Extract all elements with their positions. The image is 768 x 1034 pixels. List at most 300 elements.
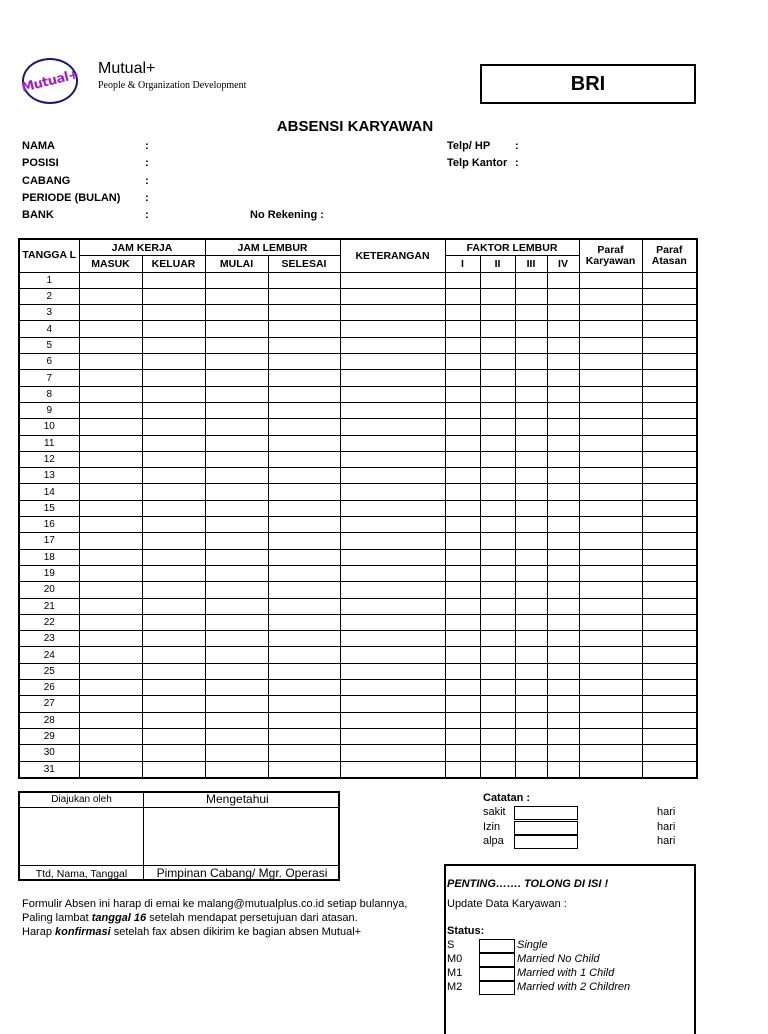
entry-cell[interactable] [79,663,142,679]
entry-cell[interactable] [515,631,547,647]
entry-cell[interactable] [515,451,547,467]
entry-cell[interactable] [445,745,480,761]
entry-cell[interactable] [480,451,515,467]
entry-cell[interactable] [340,386,445,402]
entry-cell[interactable] [142,402,205,418]
entry-cell[interactable] [340,305,445,321]
entry-cell[interactable] [547,419,579,435]
entry-cell[interactable] [268,745,340,761]
entry-cell[interactable] [642,370,697,386]
entry-cell[interactable] [445,631,480,647]
entry-cell[interactable] [268,680,340,696]
entry-cell[interactable] [268,272,340,288]
entry-cell[interactable] [445,647,480,663]
entry-cell[interactable] [579,402,642,418]
entry-cell[interactable] [340,288,445,304]
entry-cell[interactable] [480,370,515,386]
entry-cell[interactable] [579,728,642,744]
entry-cell[interactable] [480,321,515,337]
entry-cell[interactable] [79,468,142,484]
entry-cell[interactable] [579,272,642,288]
entry-cell[interactable] [579,663,642,679]
entry-cell[interactable] [142,451,205,467]
entry-cell[interactable] [515,614,547,630]
entry-cell[interactable] [445,533,480,549]
entry-cell[interactable] [579,435,642,451]
entry-cell[interactable] [340,517,445,533]
entry-cell[interactable] [579,598,642,614]
entry-cell[interactable] [268,647,340,663]
entry-cell[interactable] [205,565,268,581]
entry-cell[interactable] [515,305,547,321]
entry-cell[interactable] [642,631,697,647]
entry-cell[interactable] [340,598,445,614]
entry-cell[interactable] [547,565,579,581]
entry-cell[interactable] [79,288,142,304]
entry-cell[interactable] [579,288,642,304]
entry-cell[interactable] [268,582,340,598]
entry-cell[interactable] [268,484,340,500]
entry-cell[interactable] [480,272,515,288]
entry-cell[interactable] [205,614,268,630]
entry-cell[interactable] [268,696,340,712]
entry-cell[interactable] [205,288,268,304]
entry-cell[interactable] [445,549,480,565]
entry-cell[interactable] [579,582,642,598]
entry-cell[interactable] [642,647,697,663]
entry-cell[interactable] [79,631,142,647]
entry-cell[interactable] [480,614,515,630]
entry-cell[interactable] [205,647,268,663]
entry-cell[interactable] [547,517,579,533]
entry-cell[interactable] [79,354,142,370]
entry-cell[interactable] [142,288,205,304]
entry-cell[interactable] [515,321,547,337]
entry-cell[interactable] [142,533,205,549]
status-checkbox-m1[interactable] [479,967,515,981]
entry-cell[interactable] [268,517,340,533]
entry-cell[interactable] [268,370,340,386]
entry-cell[interactable] [205,728,268,744]
entry-cell[interactable] [205,272,268,288]
entry-cell[interactable] [515,435,547,451]
entry-cell[interactable] [547,533,579,549]
entry-cell[interactable] [340,631,445,647]
entry-cell[interactable] [642,680,697,696]
entry-cell[interactable] [142,761,205,778]
entry-cell[interactable] [642,549,697,565]
entry-cell[interactable] [547,745,579,761]
entry-cell[interactable] [480,712,515,728]
entry-cell[interactable] [142,598,205,614]
entry-cell[interactable] [340,370,445,386]
entry-cell[interactable] [547,354,579,370]
entry-cell[interactable] [579,549,642,565]
entry-cell[interactable] [340,435,445,451]
entry-cell[interactable] [515,598,547,614]
entry-cell[interactable] [579,386,642,402]
entry-cell[interactable] [142,435,205,451]
entry-cell[interactable] [340,533,445,549]
entry-cell[interactable] [142,549,205,565]
entry-cell[interactable] [445,288,480,304]
entry-cell[interactable] [340,745,445,761]
entry-cell[interactable] [547,386,579,402]
entry-cell[interactable] [480,631,515,647]
entry-cell[interactable] [579,370,642,386]
entry-cell[interactable] [142,614,205,630]
entry-cell[interactable] [445,354,480,370]
catatan-alpa-field[interactable] [514,835,578,849]
entry-cell[interactable] [205,468,268,484]
entry-cell[interactable] [340,484,445,500]
entry-cell[interactable] [205,435,268,451]
entry-cell[interactable] [79,582,142,598]
entry-cell[interactable] [205,321,268,337]
entry-cell[interactable] [205,663,268,679]
catatan-sakit-field[interactable] [514,806,578,820]
entry-cell[interactable] [579,631,642,647]
entry-cell[interactable] [79,745,142,761]
entry-cell[interactable] [268,468,340,484]
entry-cell[interactable] [515,745,547,761]
entry-cell[interactable] [515,419,547,435]
entry-cell[interactable] [268,402,340,418]
entry-cell[interactable] [547,712,579,728]
entry-cell[interactable] [142,696,205,712]
entry-cell[interactable] [340,680,445,696]
entry-cell[interactable] [480,533,515,549]
entry-cell[interactable] [480,435,515,451]
entry-cell[interactable] [445,451,480,467]
entry-cell[interactable] [79,680,142,696]
entry-cell[interactable] [480,402,515,418]
entry-cell[interactable] [340,647,445,663]
entry-cell[interactable] [547,647,579,663]
entry-cell[interactable] [547,728,579,744]
entry-cell[interactable] [445,614,480,630]
entry-cell[interactable] [142,582,205,598]
entry-cell[interactable] [205,419,268,435]
entry-cell[interactable] [79,614,142,630]
entry-cell[interactable] [480,565,515,581]
entry-cell[interactable] [205,337,268,353]
entry-cell[interactable] [579,321,642,337]
entry-cell[interactable] [547,435,579,451]
entry-cell[interactable] [547,680,579,696]
entry-cell[interactable] [445,761,480,778]
entry-cell[interactable] [579,712,642,728]
status-checkbox-m0[interactable] [479,953,515,967]
entry-cell[interactable] [515,402,547,418]
entry-cell[interactable] [445,468,480,484]
entry-cell[interactable] [445,663,480,679]
entry-cell[interactable] [268,321,340,337]
entry-cell[interactable] [340,468,445,484]
entry-cell[interactable] [445,435,480,451]
entry-cell[interactable] [579,533,642,549]
entry-cell[interactable] [515,288,547,304]
entry-cell[interactable] [480,354,515,370]
entry-cell[interactable] [515,549,547,565]
entry-cell[interactable] [547,614,579,630]
entry-cell[interactable] [642,728,697,744]
entry-cell[interactable] [445,565,480,581]
entry-cell[interactable] [515,696,547,712]
entry-cell[interactable] [642,696,697,712]
entry-cell[interactable] [642,305,697,321]
entry-cell[interactable] [79,321,142,337]
entry-cell[interactable] [445,517,480,533]
entry-cell[interactable] [205,386,268,402]
entry-cell[interactable] [445,386,480,402]
entry-cell[interactable] [480,517,515,533]
entry-cell[interactable] [547,761,579,778]
entry-cell[interactable] [445,598,480,614]
entry-cell[interactable] [579,500,642,516]
entry-cell[interactable] [268,631,340,647]
entry-cell[interactable] [445,419,480,435]
entry-cell[interactable] [79,402,142,418]
entry-cell[interactable] [268,598,340,614]
entry-cell[interactable] [205,712,268,728]
entry-cell[interactable] [642,745,697,761]
entry-cell[interactable] [515,533,547,549]
entry-cell[interactable] [480,386,515,402]
entry-cell[interactable] [445,305,480,321]
entry-cell[interactable] [268,712,340,728]
entry-cell[interactable] [340,354,445,370]
entry-cell[interactable] [268,614,340,630]
entry-cell[interactable] [515,337,547,353]
catatan-izin-field[interactable] [514,821,578,835]
entry-cell[interactable] [480,745,515,761]
entry-cell[interactable] [79,712,142,728]
entry-cell[interactable] [79,500,142,516]
entry-cell[interactable] [142,305,205,321]
entry-cell[interactable] [205,745,268,761]
entry-cell[interactable] [79,337,142,353]
entry-cell[interactable] [515,582,547,598]
entry-cell[interactable] [480,288,515,304]
entry-cell[interactable] [579,484,642,500]
entry-cell[interactable] [445,337,480,353]
entry-cell[interactable] [142,354,205,370]
entry-cell[interactable] [547,500,579,516]
entry-cell[interactable] [547,288,579,304]
entry-cell[interactable] [142,663,205,679]
entry-cell[interactable] [642,533,697,549]
entry-cell[interactable] [205,598,268,614]
entry-cell[interactable] [340,582,445,598]
entry-cell[interactable] [515,680,547,696]
entry-cell[interactable] [515,565,547,581]
entry-cell[interactable] [579,745,642,761]
entry-cell[interactable] [547,337,579,353]
entry-cell[interactable] [642,484,697,500]
entry-cell[interactable] [340,272,445,288]
entry-cell[interactable] [142,386,205,402]
entry-cell[interactable] [205,354,268,370]
entry-cell[interactable] [642,337,697,353]
entry-cell[interactable] [579,761,642,778]
entry-cell[interactable] [642,598,697,614]
entry-cell[interactable] [579,451,642,467]
entry-cell[interactable] [268,728,340,744]
entry-cell[interactable] [205,500,268,516]
entry-cell[interactable] [480,582,515,598]
entry-cell[interactable] [515,354,547,370]
entry-cell[interactable] [515,728,547,744]
entry-cell[interactable] [142,370,205,386]
entry-cell[interactable] [79,370,142,386]
entry-cell[interactable] [205,582,268,598]
entry-cell[interactable] [480,549,515,565]
entry-cell[interactable] [642,354,697,370]
entry-cell[interactable] [480,337,515,353]
entry-cell[interactable] [79,484,142,500]
entry-cell[interactable] [642,435,697,451]
entry-cell[interactable] [142,517,205,533]
entry-cell[interactable] [515,663,547,679]
entry-cell[interactable] [142,680,205,696]
entry-cell[interactable] [642,761,697,778]
entry-cell[interactable] [268,288,340,304]
entry-cell[interactable] [142,468,205,484]
entry-cell[interactable] [480,696,515,712]
entry-cell[interactable] [268,451,340,467]
entry-cell[interactable] [480,728,515,744]
entry-cell[interactable] [445,484,480,500]
entry-cell[interactable] [642,419,697,435]
entry-cell[interactable] [579,337,642,353]
entry-cell[interactable] [480,419,515,435]
entry-cell[interactable] [547,321,579,337]
entry-cell[interactable] [579,647,642,663]
entry-cell[interactable] [79,598,142,614]
entry-cell[interactable] [205,549,268,565]
entry-cell[interactable] [79,419,142,435]
entry-cell[interactable] [340,712,445,728]
entry-cell[interactable] [547,272,579,288]
entry-cell[interactable] [547,451,579,467]
entry-cell[interactable] [268,565,340,581]
entry-cell[interactable] [205,696,268,712]
entry-cell[interactable] [579,565,642,581]
entry-cell[interactable] [515,370,547,386]
entry-cell[interactable] [268,533,340,549]
entry-cell[interactable] [340,500,445,516]
entry-cell[interactable] [642,321,697,337]
entry-cell[interactable] [340,321,445,337]
entry-cell[interactable] [340,402,445,418]
entry-cell[interactable] [480,484,515,500]
entry-cell[interactable] [79,435,142,451]
entry-cell[interactable] [205,517,268,533]
entry-cell[interactable] [445,680,480,696]
entry-cell[interactable] [642,402,697,418]
entry-cell[interactable] [340,761,445,778]
entry-cell[interactable] [547,402,579,418]
entry-cell[interactable] [205,451,268,467]
entry-cell[interactable] [445,728,480,744]
entry-cell[interactable] [547,582,579,598]
entry-cell[interactable] [579,680,642,696]
entry-cell[interactable] [445,321,480,337]
entry-cell[interactable] [268,435,340,451]
entry-cell[interactable] [515,272,547,288]
entry-cell[interactable] [547,468,579,484]
entry-cell[interactable] [480,468,515,484]
entry-cell[interactable] [642,614,697,630]
entry-cell[interactable] [642,288,697,304]
entry-cell[interactable] [79,451,142,467]
entry-cell[interactable] [547,598,579,614]
entry-cell[interactable] [79,549,142,565]
entry-cell[interactable] [579,468,642,484]
entry-cell[interactable] [142,272,205,288]
entry-cell[interactable] [445,712,480,728]
entry-cell[interactable] [579,354,642,370]
entry-cell[interactable] [142,500,205,516]
entry-cell[interactable] [480,500,515,516]
entry-cell[interactable] [445,402,480,418]
entry-cell[interactable] [142,745,205,761]
entry-cell[interactable] [79,728,142,744]
entry-cell[interactable] [445,370,480,386]
entry-cell[interactable] [579,696,642,712]
entry-cell[interactable] [547,305,579,321]
entry-cell[interactable] [642,272,697,288]
entry-cell[interactable] [642,565,697,581]
entry-cell[interactable] [142,712,205,728]
entry-cell[interactable] [205,484,268,500]
entry-cell[interactable] [268,663,340,679]
entry-cell[interactable] [642,500,697,516]
entry-cell[interactable] [142,337,205,353]
entry-cell[interactable] [579,517,642,533]
entry-cell[interactable] [515,468,547,484]
entry-cell[interactable] [142,484,205,500]
entry-cell[interactable] [268,337,340,353]
entry-cell[interactable] [79,761,142,778]
entry-cell[interactable] [480,305,515,321]
entry-cell[interactable] [340,337,445,353]
entry-cell[interactable] [205,680,268,696]
entry-cell[interactable] [515,386,547,402]
entry-cell[interactable] [480,647,515,663]
entry-cell[interactable] [515,761,547,778]
entry-cell[interactable] [79,696,142,712]
entry-cell[interactable] [480,598,515,614]
entry-cell[interactable] [515,517,547,533]
entry-cell[interactable] [205,761,268,778]
entry-cell[interactable] [547,549,579,565]
entry-cell[interactable] [515,712,547,728]
entry-cell[interactable] [79,386,142,402]
entry-cell[interactable] [642,663,697,679]
entry-cell[interactable] [340,565,445,581]
entry-cell[interactable] [445,272,480,288]
entry-cell[interactable] [480,663,515,679]
entry-cell[interactable] [642,468,697,484]
entry-cell[interactable] [515,647,547,663]
entry-cell[interactable] [79,272,142,288]
entry-cell[interactable] [340,614,445,630]
entry-cell[interactable] [142,565,205,581]
entry-cell[interactable] [579,419,642,435]
entry-cell[interactable] [445,582,480,598]
